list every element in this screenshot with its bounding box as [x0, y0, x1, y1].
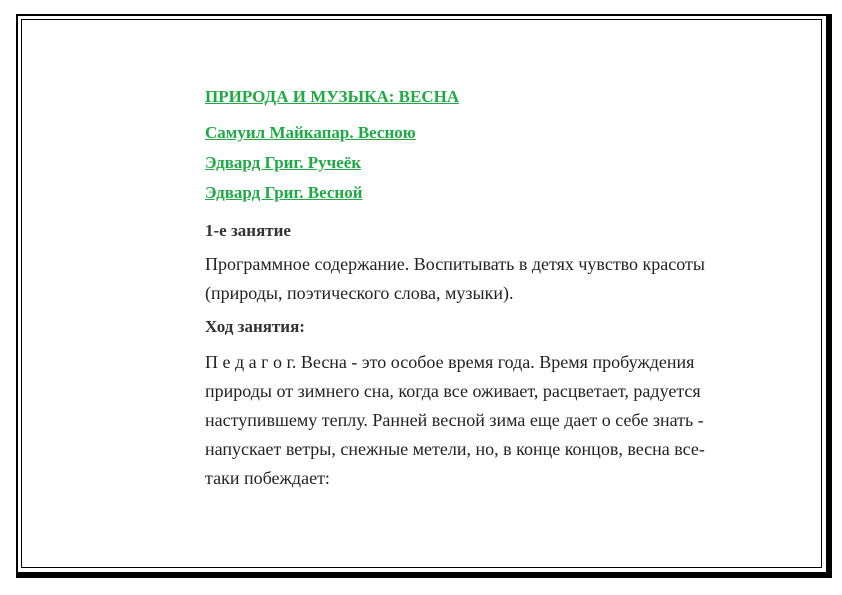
teacher-paragraph: П е д а г о г. Весна - это особое время года. Время пробуждения природы от зимнего сна, когда все оживает, расцветает, радуется наступившему теплу. Ранней весной зима еще дает о себе знать - напускает ветры, снежные метели, но, в конце концов, весна все-таки побеждает:: [205, 352, 705, 488]
document-content: [205, 86, 725, 501]
link-grieg-spring[interactable]: Эдвард Григ. Весной: [205, 183, 363, 202]
document-title[interactable]: ПРИРОДА И МУЗЫКА: ВЕСНА: [205, 87, 460, 106]
lesson-heading: 1-е занятие: [205, 221, 291, 240]
link-grieg-brook[interactable]: Эдвард Григ. Ручеёк: [205, 153, 362, 172]
course-heading: Ход занятия:: [205, 317, 305, 336]
link-maykapar-spring[interactable]: Самуил Майкапар. Весною: [205, 123, 416, 142]
program-content-paragraph: Программное содержание. Воспитывать в детях чувство красоты (природы, поэтического слова, музыки).: [205, 254, 706, 303]
